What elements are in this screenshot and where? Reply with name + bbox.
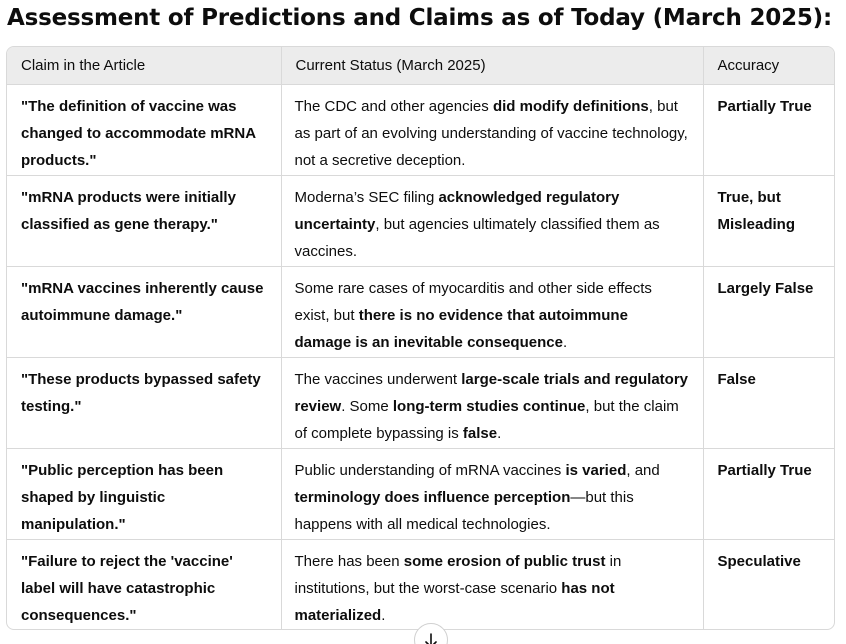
table-row	[7, 266, 835, 357]
status-emphasis-text: false	[462, 424, 498, 442]
status-text: —but this happens with all medical technologies.	[294, 488, 634, 533]
status-text: . Some	[341, 397, 393, 415]
claim-cell: "The definition of vaccine was changed to accommodate mRNA products."	[21, 97, 256, 169]
status-text: Moderna’s SEC filing	[294, 188, 439, 206]
table-row	[7, 175, 835, 266]
status-cell	[281, 539, 703, 630]
status-emphasis-text: large-scale trials and regulatory review	[294, 370, 689, 415]
accuracy-cell: Largely False	[703, 266, 835, 357]
arrow-down-icon	[424, 633, 438, 644]
status-cell	[281, 84, 703, 175]
status-text: .	[497, 424, 502, 442]
status-text: Public understanding of mRNA vaccines	[294, 461, 566, 479]
status-emphasis-text: did modify definitions	[492, 97, 649, 115]
status-emphasis-text: there is no evidence that autoimmune damage is an inevitable consequence	[294, 306, 628, 351]
assessment-table-container	[6, 46, 835, 630]
status-text: , and	[626, 461, 660, 479]
status-text: .	[381, 606, 386, 624]
accuracy-cell: Partially True	[703, 84, 835, 175]
column-header-status: Current Status (March 2025)	[281, 47, 703, 84]
status-text: , but agencies ultimately classified them as vaccines.	[294, 215, 660, 260]
status-emphasis-text: terminology does influence perception	[294, 488, 571, 506]
status-text: The CDC and other agencies	[294, 97, 493, 115]
assessment-table	[7, 47, 835, 630]
status-text: in institutions, but the worst-case scenario	[294, 552, 622, 597]
status-cell	[281, 175, 703, 266]
status-cell	[281, 357, 703, 448]
status-emphasis-text: acknowledged regulatory uncertainty	[294, 188, 620, 233]
claim-cell: "Public perception has been shaped by linguistic manipulation."	[7, 448, 281, 539]
table-row	[7, 539, 835, 630]
status-text: , but the claim of complete bypassing is	[294, 397, 679, 442]
claim-cell: "mRNA products were initially classified as gene therapy."	[7, 175, 281, 266]
status-emphasis-text: is varied	[565, 461, 627, 479]
column-header-accuracy: Accuracy	[703, 47, 835, 84]
accuracy-cell: Speculative	[703, 539, 835, 630]
status-text: There has been	[294, 552, 404, 570]
column-header-claim: Claim in the Article	[7, 47, 281, 84]
accuracy-cell: True, but Misleading	[703, 175, 835, 266]
accuracy-cell: False	[703, 357, 835, 448]
status-text: Some rare cases of myocarditis and other side effects exist, but	[294, 279, 652, 324]
table-row	[7, 357, 835, 448]
status-cell	[281, 266, 703, 357]
table-body	[7, 84, 835, 630]
status-emphasis-text: has not materialized	[294, 579, 615, 624]
table-row	[7, 84, 835, 175]
table-row	[7, 448, 835, 539]
status-cell	[281, 448, 703, 539]
page-title: Assessment of Predictions and Claims as of Today (March 2025):	[7, 5, 832, 31]
claim-cell: "Failure to reject the 'vaccine' label will have catastrophic consequences."	[7, 539, 281, 630]
claim-cell: "These products bypassed safety testing."	[7, 357, 281, 448]
status-text: The vaccines underwent	[294, 370, 462, 388]
table-header-row	[7, 47, 835, 84]
status-text: , but as part of an evolving understanding of vaccine technology, not a secretive deception.	[294, 97, 688, 169]
status-text: .	[562, 333, 568, 351]
status-emphasis-text: long-term studies continue	[392, 397, 586, 415]
accuracy-cell: Partially True	[703, 448, 835, 539]
status-emphasis-text: some erosion of public trust	[403, 552, 606, 570]
claim-cell: "mRNA vaccines inherently cause autoimmune damage."	[7, 266, 281, 357]
